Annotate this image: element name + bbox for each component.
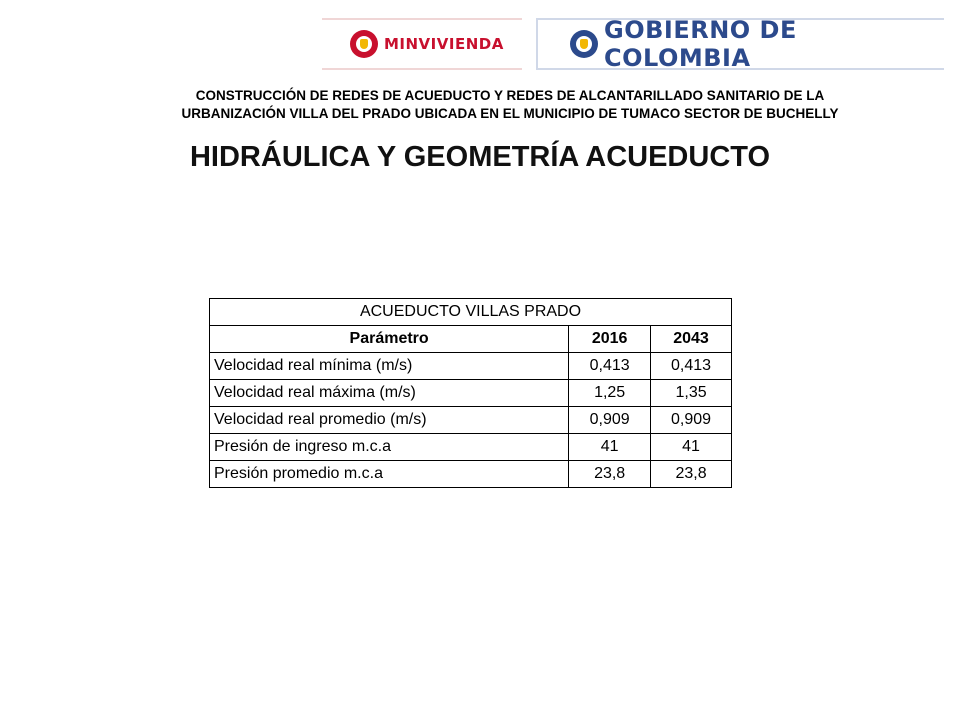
column-header-2043: 2043 (651, 326, 732, 353)
column-header-2016: 2016 (569, 326, 651, 353)
table-cell-parameter: Presión de ingreso m.c.a (210, 434, 569, 461)
table-cell-2043: 41 (651, 434, 732, 461)
table-cell-2016: 0,909 (569, 407, 651, 434)
table-caption-row (210, 299, 732, 326)
hydraulics-table (209, 298, 732, 488)
minvivienda-logo (322, 18, 522, 70)
column-header-parametro: Parámetro (210, 326, 569, 353)
table-cell-2043: 0,909 (651, 407, 732, 434)
table-cell-parameter: Velocidad real promedio (m/s) (210, 407, 569, 434)
section-title: HIDRÁULICA Y GEOMETRÍA ACUEDUCTO (189, 141, 771, 173)
table-cell-2016: 41 (569, 434, 651, 461)
table-cell-2016: 23,8 (569, 461, 651, 488)
table-cell-2016: 1,25 (569, 380, 651, 407)
gobierno-de-colombia-logo (536, 18, 944, 70)
project-title-line-2: URBANIZACIÓN VILLA DEL PRADO UBICADA EN EL MUNICIPIO DE TUMACO SECTOR DE BUCHELLY (181, 106, 839, 121)
colombia-coat-of-arms-icon (350, 30, 378, 58)
project-title (100, 87, 920, 123)
table-cell-2043: 0,413 (651, 353, 732, 380)
table-caption: ACUEDUCTO VILLAS PRADO (210, 299, 732, 326)
table-row (210, 461, 732, 488)
table-cell-2043: 1,35 (651, 380, 732, 407)
table-cell-parameter: Velocidad real máxima (m/s) (210, 380, 569, 407)
gobierno-logo-text: GOBIERNO DE COLOMBIA (604, 16, 797, 72)
table-cell-2016: 0,413 (569, 353, 651, 380)
minvivienda-logo-text: MINVIVIENDA (384, 35, 504, 53)
colombia-coat-of-arms-icon (570, 30, 598, 58)
table-cell-parameter: Velocidad real mínima (m/s) (210, 353, 569, 380)
table-row (210, 380, 732, 407)
table-header-row (210, 326, 732, 353)
table-cell-2043: 23,8 (651, 461, 732, 488)
table-row (210, 407, 732, 434)
table-row (210, 434, 732, 461)
project-title-line-1: CONSTRUCCIÓN DE REDES DE ACUEDUCTO Y REDES DE ALCANTARILLADO SANITARIO DE LA (195, 88, 825, 103)
table-row (210, 353, 732, 380)
table-cell-parameter: Presión promedio m.c.a (210, 461, 569, 488)
